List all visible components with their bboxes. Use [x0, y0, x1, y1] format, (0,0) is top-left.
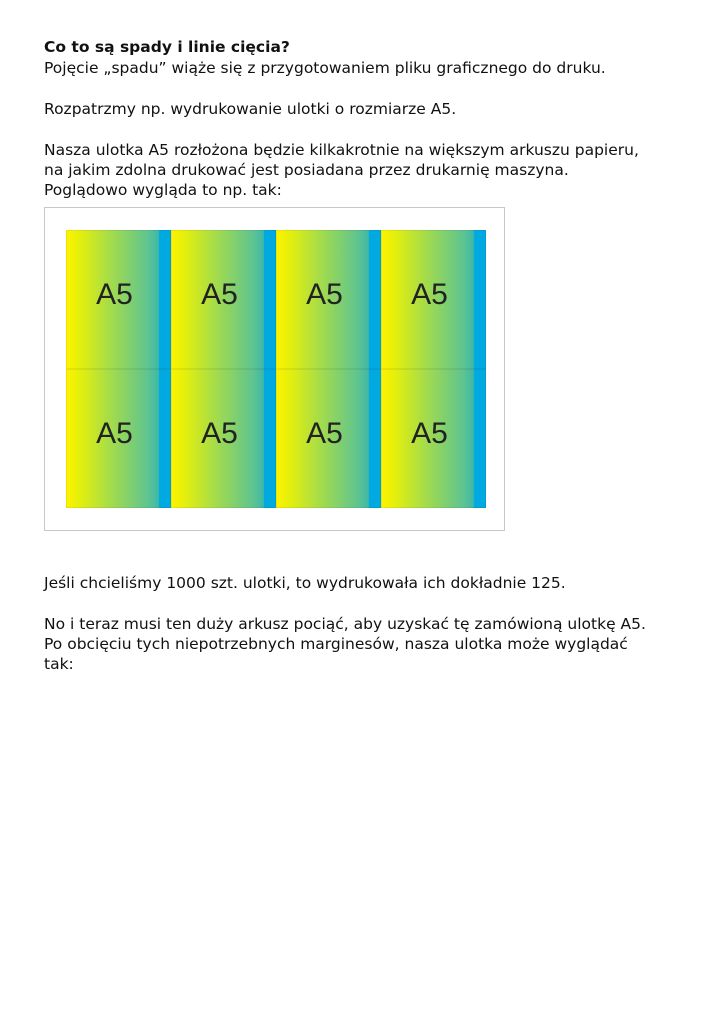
document-body [44, 36, 684, 200]
a5-tile [276, 230, 381, 369]
a5-tile [171, 369, 276, 508]
a5-tile-label: A5 [306, 277, 343, 311]
paragraph-example: Rozpatrzmy np. wydrukowanie ulotki o rozmiarze A5. [44, 100, 457, 118]
a5-tile-label: A5 [411, 277, 448, 311]
a5-tile [276, 369, 381, 508]
paragraph-cutting-line-2: Po obcięciu tych niepotrzebnych marginesów, nasza ulotka może wyglądać [44, 635, 628, 653]
print-sheet-figure [44, 207, 505, 531]
page-title: Co to są spady i linie cięcia? [44, 38, 290, 56]
a5-tile [171, 230, 276, 369]
document-body-lower [44, 573, 684, 674]
paragraph-layout-line-1: Nasza ulotka A5 rozłożona będzie kilkakrotnie na większym arkuszu papieru, [44, 141, 639, 159]
a5-tile [66, 369, 171, 508]
a5-tile-label: A5 [96, 277, 133, 311]
paragraph-cutting-line-3: tak: [44, 655, 74, 673]
a5-tile-label: A5 [96, 416, 133, 450]
print-sheet [66, 230, 486, 508]
a5-tile-label: A5 [411, 416, 448, 450]
a5-tile [66, 230, 171, 369]
a5-tile-label: A5 [306, 416, 343, 450]
paragraph-quantity: Jeśli chcieliśmy 1000 szt. ulotki, to wydrukowała ich dokładnie 125. [44, 574, 566, 592]
paragraph-intro: Pojęcie „spadu” wiąże się z przygotowaniem pliku graficznego do druku. [44, 59, 606, 77]
a5-tile-label: A5 [201, 277, 238, 311]
a5-tile [381, 369, 486, 508]
a5-tile-label: A5 [201, 416, 238, 450]
paragraph-cutting-line-1: No i teraz musi ten duży arkusz pociąć, aby uzyskać tę zamówioną ulotkę A5. [44, 615, 646, 633]
paragraph-layout-line-3: Poglądowo wygląda to np. tak: [44, 181, 282, 199]
paragraph-layout-line-2: na jakim zdolna drukować jest posiadana przez drukarnię maszyna. [44, 161, 569, 179]
a5-tile [381, 230, 486, 369]
